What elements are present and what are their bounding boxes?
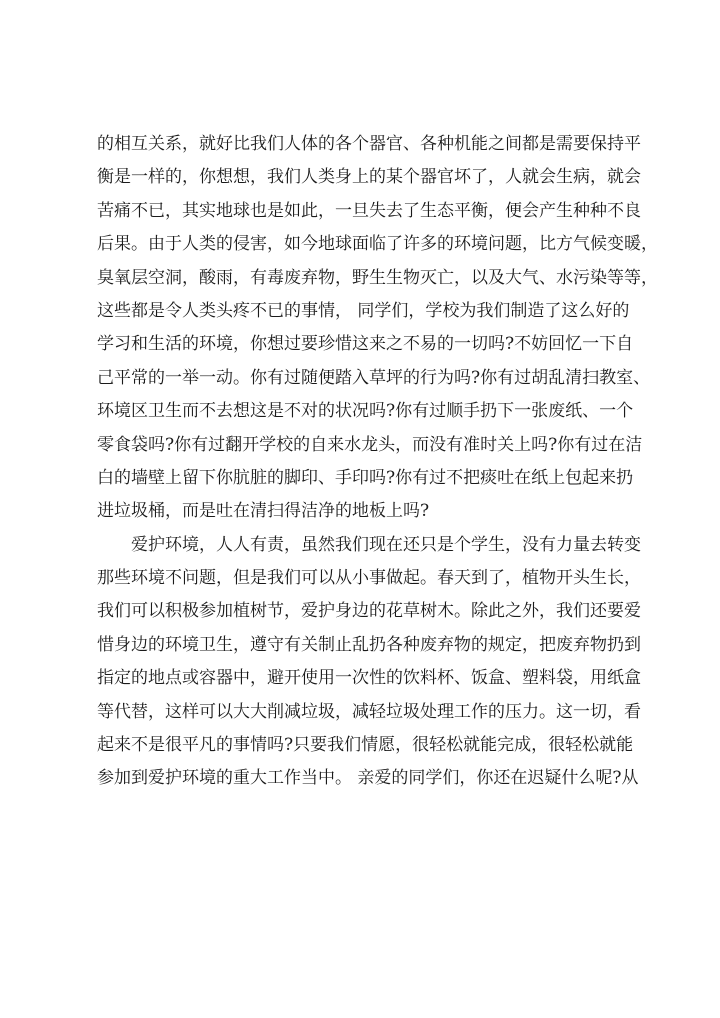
document-body	[97, 128, 658, 796]
paragraph-1	[97, 128, 658, 529]
text-line: 环境区卫生而不去想这是不对的状况吗?你有过顺手扔下一张废纸、一个	[97, 401, 634, 422]
text-line: 臭氧层空洞，酸雨，有毒废弃物，野生生物灭亡，以及大气、水污染等等，	[97, 267, 658, 288]
text-line: 白的墙壁上留下你肮脏的脚印、手印吗?你有过不把痰吐在纸上包起来扔	[97, 467, 634, 488]
text-line: 指定的地点或容器中，避开使用一次性的饮料杯、饭盒、塑料袋，用纸盒	[97, 668, 641, 689]
text-line: 零食袋吗?你有过翻开学校的自来水龙头，而没有准时关上吗?你有过在洁	[97, 434, 643, 455]
text-line: 己平常的一举一动。你有过随便踏入草坪的行为吗?你有过胡乱清扫教室、	[97, 367, 651, 388]
text-line: 这些都是令人类头疼不已的事情， 同学们，学校为我们制造了这么好的	[97, 300, 630, 321]
text-line: 学习和生活的环境，你想过要珍惜这来之不易的一切吗?不妨回忆一下自	[97, 334, 634, 355]
text-line: 进垃圾桶，而是吐在清扫得洁净的地板上吗?	[97, 501, 430, 522]
text-line: 的相互关系，就好比我们人体的各个器官、各种机能之间都是需要保持平	[97, 134, 641, 154]
text-line: 苦痛不已，其实地球也是如此，一旦失去了生态平衡，便会产生种种不良	[97, 200, 641, 221]
text-line: 爱护环境，人人有责，虽然我们现在还只是个学生，没有力量去转变	[131, 534, 641, 555]
text-line: 我们可以积极参加植树节，爱护身边的花草树木。除此之外，我们还要爱	[97, 601, 641, 622]
text-line: 那些环境不问题，但是我们可以从小事做起。春天到了，植物开头生长，	[97, 568, 641, 589]
text-line: 惜身边的环境卫生，遵守有关制止乱扔各种废弃物的规定，把废弃物扔到	[97, 634, 641, 655]
text-line: 后果。由于人类的侵害，如今地球面临了许多的环境问题，比方气候变暖，	[97, 234, 658, 255]
text-line: 起来不是很平凡的事情吗?只要我们情愿，很轻松就能完成，很轻松就能	[97, 735, 634, 756]
text-line: 衡是一样的，你想想，我们人类身上的某个器官坏了，人就会生病，就会	[97, 167, 641, 188]
text-line: 等代替，这样可以大大削减垃圾，减轻垃圾处理工作的压力。这一切，看	[97, 701, 641, 722]
paragraph-2	[97, 529, 641, 796]
text-line: 参加到爱护环境的重大工作当中。 亲爱的同学们，你还在迟疑什么呢?从	[97, 768, 639, 789]
